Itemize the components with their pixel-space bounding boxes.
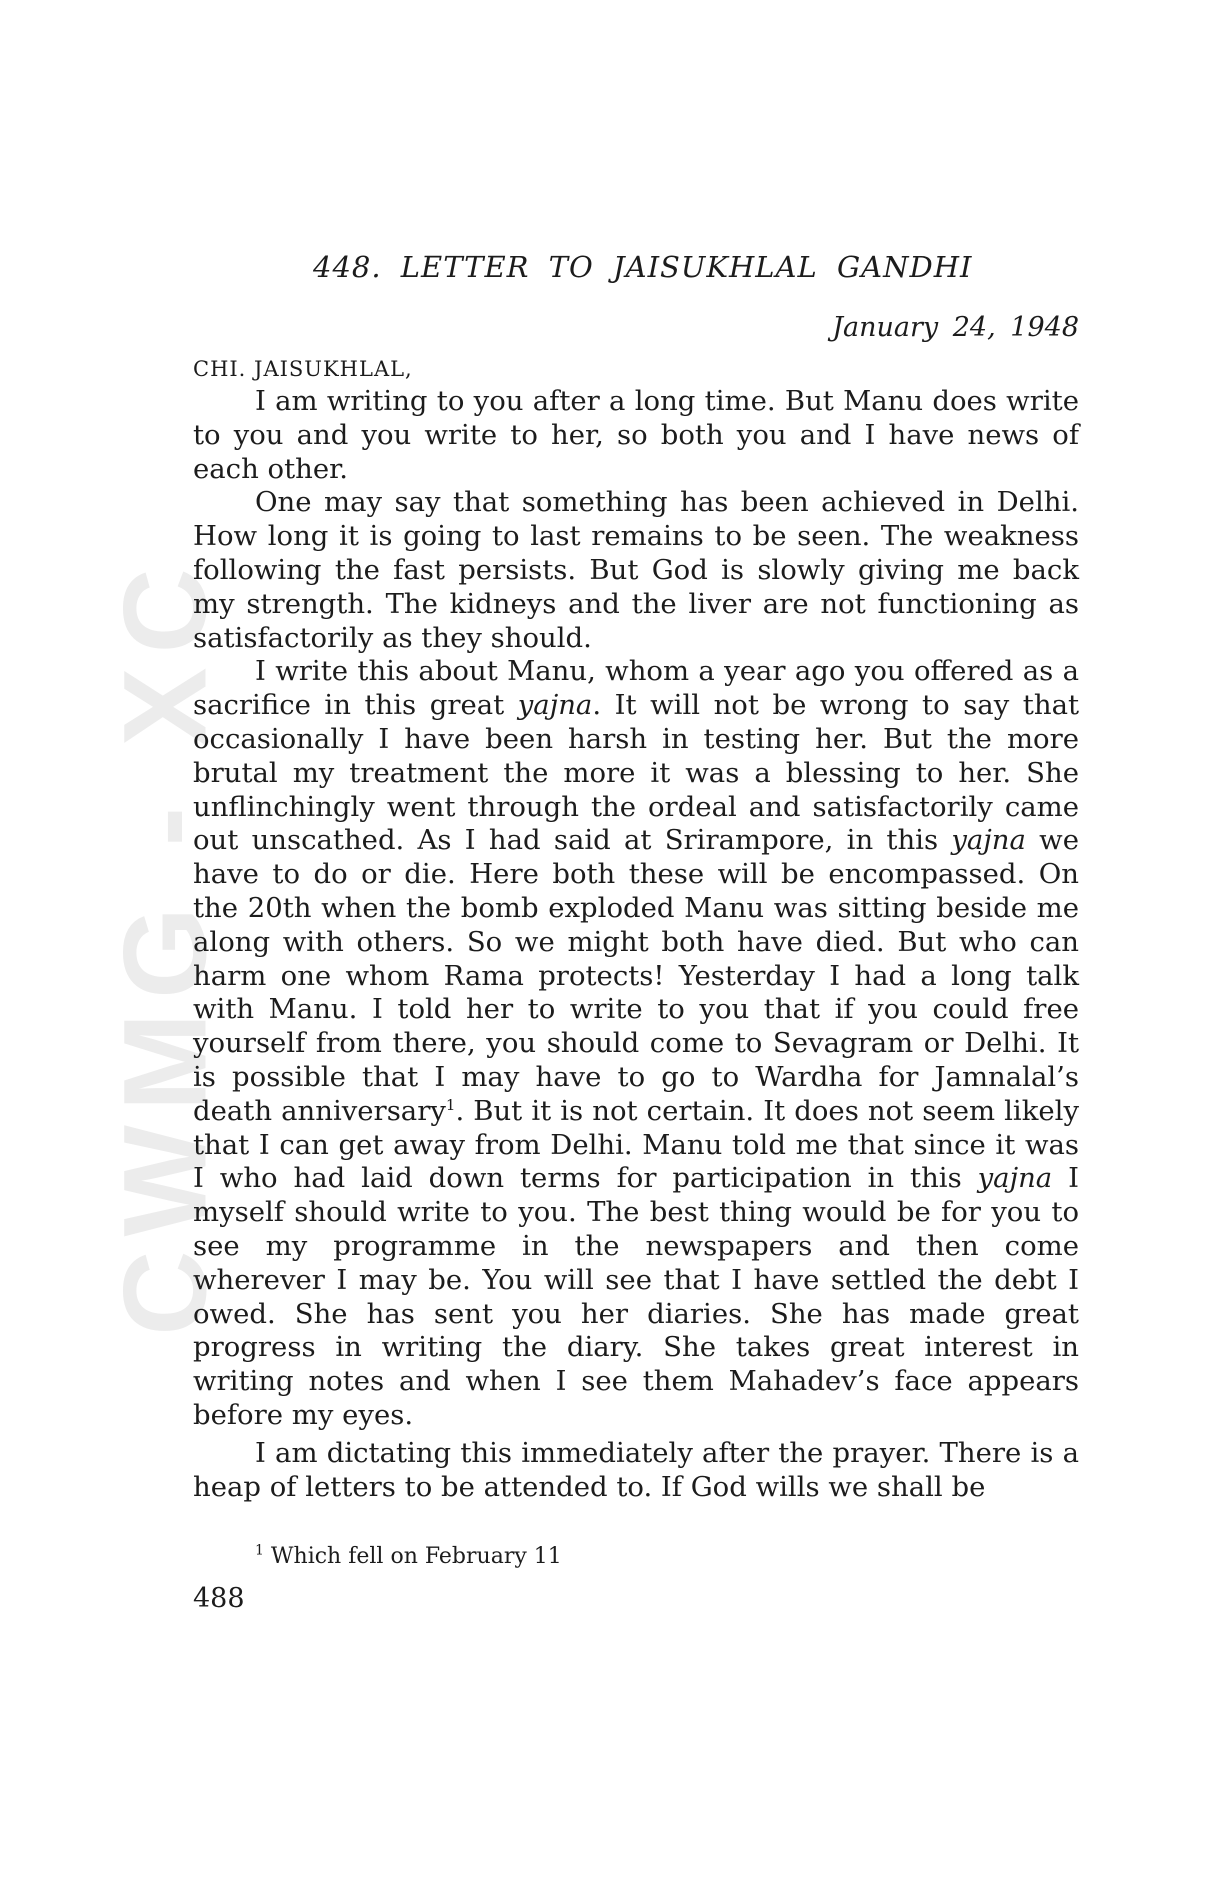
document-title: 448. LETTER TO JAISUKHLAL GANDHI — [313, 250, 973, 284]
paragraph-4: I am dictating this immediately after the prayer. There is a heap of letters to be attended to. If God wills we shall be — [193, 1436, 1079, 1503]
paragraph-3-part-2: . It will not be wrong to say that occasionally I have been harsh in testing her. But the more brutal my treatment the more it was a blessing to her. She unflinchingly went through the ordeal and satisfactorily came out unscathed. As I had said at Srirampore, in this — [193, 689, 1080, 857]
paragraph-3 — [193, 655, 1079, 1432]
letter-date: January 24, 1948 — [832, 312, 1079, 343]
italic-yajna-1: yajna — [517, 689, 593, 722]
footnote-reference: 1 — [445, 1095, 456, 1114]
paragraph-3-part-5: I myself should write to you. The best thing would be for you to see my programme in the newspapers and then come wherever I may be. You will see that I have settled the debt I owed. She has sent you her diaries. She has made great progress in writing the diary. She takes great interest in writing notes and when I see them Mahadev’s face appears before my eyes. — [193, 1162, 1080, 1431]
paragraph-1: I am writing to you after a long time. But Manu does write to you and you write to her, so both you and I have news of each other. — [193, 385, 1079, 485]
watermark-text: CWMG - XC — [99, 554, 232, 1336]
footnote — [255, 1544, 1079, 1569]
page-number: 488 — [193, 1583, 245, 1615]
paragraph-3-part-4: . But it is not certain. It does not seem likely that I can get away from Delhi. Manu told me that since it was I who had laid down terms for participation in this — [193, 1094, 1079, 1195]
letter-body — [193, 385, 1079, 1504]
italic-yajna-3: yajna — [977, 1162, 1053, 1195]
document-page — [193, 250, 1079, 1614]
footnote-mark: 1 — [255, 1542, 264, 1559]
paragraph-3-part-3: we have to do or die. Here both these will be encompassed. On the 20th when the bomb exploded Manu was sitting beside me along with others. So we might both have died. But who can harm one whom Rama protects! Yesterday I had a long talk with Manu. I told her to write to you that if you could free yourself from there, you should come to Sevagram or Delhi. It is possible that I may have to go to Wardha for Jamnalal’s death anniversary — [193, 824, 1079, 1127]
italic-yajna-2: yajna — [951, 824, 1026, 857]
footnote-text: Which fell on February 11 — [263, 1544, 562, 1570]
paragraph-3-part-1: I write this about Manu, whom a year ago you offered as a sacrifice in this great — [193, 655, 1079, 722]
paragraph-2: One may say that something has been achieved in Delhi. How long it is going to last remains to be seen. The weakness following the fast persists. But God is slowly giving me back my strength. The kidneys and the liver are not functioning as satisfactorily as they should. — [193, 486, 1079, 654]
salutation: CHI. JAISUKHLAL, — [193, 357, 413, 381]
